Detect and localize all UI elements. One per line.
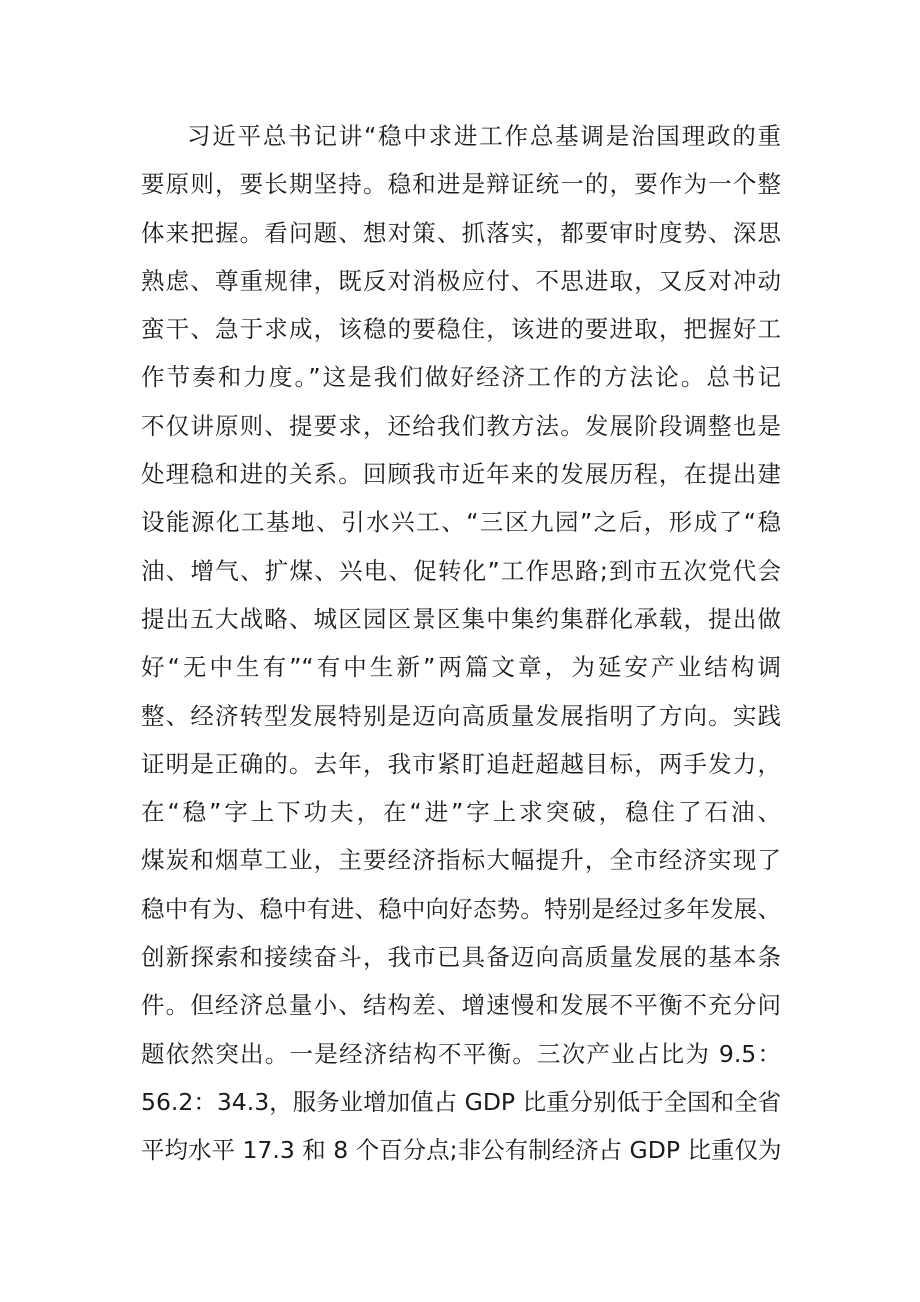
paragraph-line-2: 要原则，要长期坚持。稳和进是辩证统一的，要作为一个整	[141, 170, 781, 199]
paragraph-line-1: 习近平总书记讲“稳中求进工作总基调是治国理政的重	[187, 122, 781, 150]
paragraph-line-14: 证明是正确的。去年，我市紧盯追赶超越目标，两手发力，	[141, 749, 781, 778]
paragraph-line-17: 稳中有为、稳中有进、稳中向好态势。特别是经过多年发展、	[141, 894, 781, 923]
paragraph-line-10: 油、增气、扩煤、兴电、促转化”工作思路;到市五次党代会	[141, 556, 781, 585]
paragraph-line-22: 平均水平 17.3 和 8 个百分点;非公有制经济占 GDP 比重仅为	[141, 1136, 782, 1165]
paragraph-line-13: 整、经济转型发展特别是迈向高质量发展指明了方向。实践	[141, 701, 781, 730]
body-paragraph	[141, 112, 781, 1175]
paragraph-line-5: 蛮干、急于求成，该稳的要稳住，该进的要进取，把握好工	[141, 315, 781, 344]
paragraph-line-11: 提出五大战略、城区园区景区集中集约集群化承载，提出做	[141, 604, 781, 633]
paragraph-line-16: 煤炭和烟草工业，主要经济指标大幅提升，全市经济实现了	[141, 846, 781, 875]
paragraph-line-9: 设能源化工基地、引水兴工、“三区九园”之后，形成了“稳	[141, 508, 781, 537]
paragraph-line-20: 题依然突出。一是经济结构不平衡。三次产业占比为 9.5：	[141, 1039, 781, 1068]
paragraph-line-21: 56.2：34.3，服务业增加值占 GDP 比重分别低于全国和全省	[141, 1087, 782, 1116]
paragraph-line-7: 不仅讲原则、提要求，还给我们教方法。发展阶段调整也是	[141, 411, 781, 440]
paragraph-line-6: 作节奏和力度。”这是我们做好经济工作的方法论。总书记	[141, 363, 781, 392]
paragraph-line-15: 在“稳”字上下功夫，在“进”字上求突破，稳住了石油、	[141, 798, 781, 827]
paragraph-line-12: 好“无中生有”“有中生新”两篇文章，为延安产业结构调	[141, 653, 781, 682]
paragraph-line-18: 创新探索和接续奋斗，我市已具备迈向高质量发展的基本条	[141, 943, 781, 972]
paragraph-line-8: 处理稳和进的关系。回顾我市近年来的发展历程，在提出建	[141, 460, 781, 489]
paragraph-line-19: 件。但经济总量小、结构差、增速慢和发展不平衡不充分问	[141, 991, 781, 1020]
paragraph-line-4: 熟虑、尊重规律，既反对消极应付、不思进取，又反对冲动	[141, 266, 781, 295]
paragraph-line-3: 体来把握。看问题、想对策、抓落实，都要审时度势、深思	[141, 218, 781, 247]
